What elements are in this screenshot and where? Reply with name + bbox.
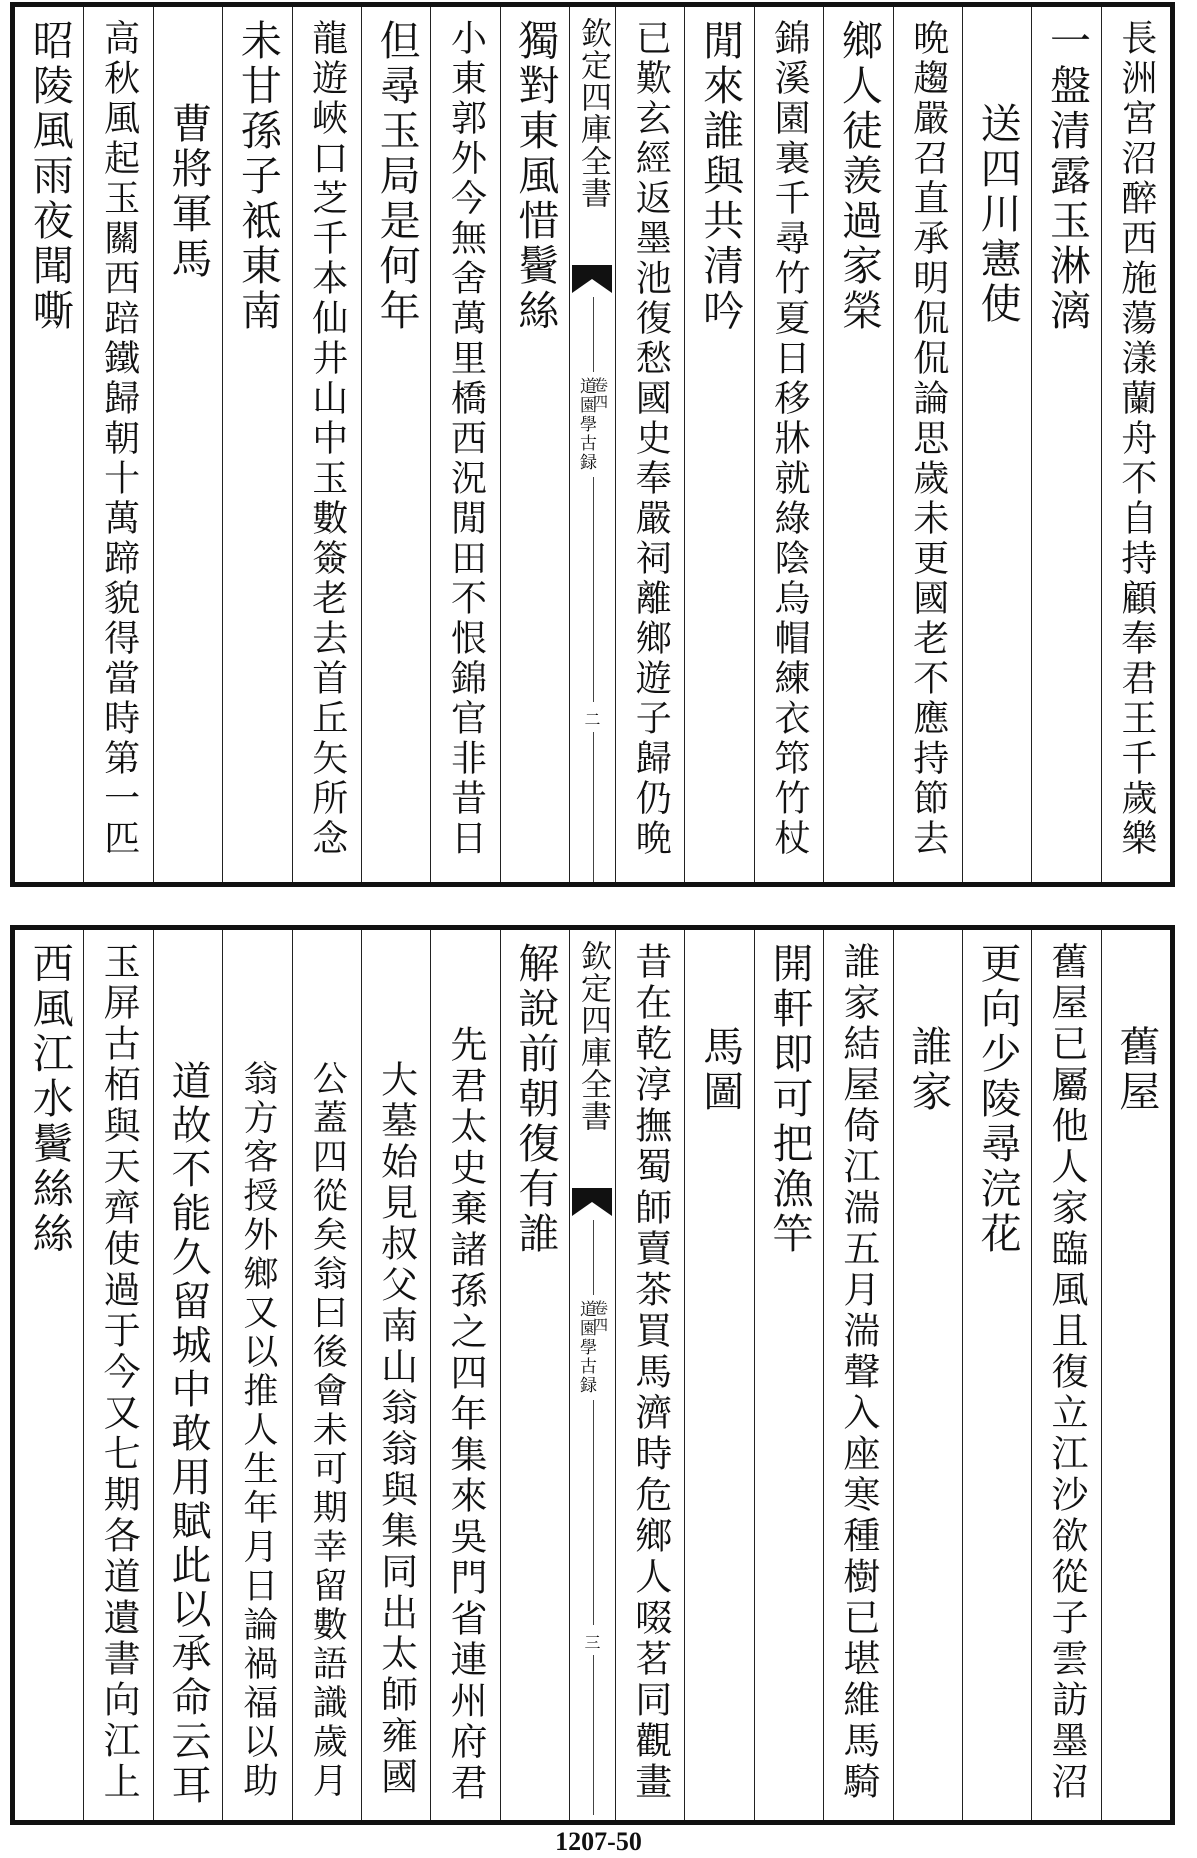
text-column [1101, 930, 1170, 1820]
column-text: 更向少陵尋浣花 [973, 942, 1022, 1257]
fishtail-mark-icon [572, 265, 612, 293]
text-column [361, 930, 430, 1820]
juan-label: 卷四 [591, 1300, 609, 1334]
text-column [615, 930, 684, 1820]
poem-title: 曹將軍馬 [164, 102, 213, 282]
text-column [754, 7, 823, 882]
lower-columns [15, 930, 1170, 1820]
column-text: 鄉人徒羨過家榮 [834, 19, 883, 334]
poem-title: 舊屋 [1112, 1025, 1161, 1115]
center-fold-strip [569, 930, 615, 1820]
fishtail-mark-icon [572, 1188, 612, 1216]
text-column [361, 7, 430, 882]
text-column [823, 930, 892, 1820]
text-column [684, 930, 753, 1820]
column-text: 但尋玉局是何年 [372, 19, 421, 334]
center-fold-strip [569, 7, 615, 882]
fold-rule [593, 1655, 595, 1815]
fold-rule [593, 1220, 595, 1295]
text-column [15, 7, 83, 882]
text-column [83, 7, 152, 882]
fold-rule [593, 297, 595, 372]
text-column [615, 7, 684, 882]
text-column [893, 7, 962, 882]
column-text: 誰家結屋倚江湍五月湍聲入座寒種樹已堪維馬騎 [836, 942, 880, 1803]
column-text: 錦溪園裏千尋竹夏日移牀就綠陰烏帽練衣筇竹杖 [768, 19, 810, 859]
fold-rule [593, 1400, 595, 1625]
text-column [153, 930, 222, 1820]
series-title: 欽定四庫全書 [575, 17, 611, 209]
column-text: 昭陵風雨夜聞嘶 [25, 19, 74, 334]
upper-half-page [10, 2, 1175, 887]
column-text: 西風江水鬢絲絲 [25, 942, 74, 1257]
text-column [962, 7, 1031, 882]
text-column [430, 930, 499, 1820]
text-column [500, 7, 569, 882]
column-text: 舊屋已屬他人家臨風且復立江沙欲從子雲訪墨沼 [1044, 942, 1088, 1803]
column-text: 解說前朝復有誰 [511, 942, 560, 1257]
preface-text: 先君太史棄諸孫之四年集來吳門省連州府君 [443, 1025, 487, 1804]
juan-label: 卷四 [591, 377, 609, 411]
column-text: 開軒即可把漁竿 [765, 942, 814, 1257]
column-text: 已歎玄經返墨池復愁國史奉嚴祠離鄉遊子歸仍晩 [630, 19, 672, 859]
preface-text: 大墓始見叔父南山翁翁與集同出太師雍國 [374, 1060, 418, 1798]
text-column [500, 930, 569, 1820]
text-column [962, 930, 1031, 1820]
text-column [222, 7, 291, 882]
column-text: 晩趨嚴召直承明侃侃論思歲未更國老不應持節去 [907, 19, 949, 859]
folio-number: 三 [584, 1633, 601, 1652]
column-text: 未甘孫子袛東南 [233, 19, 282, 334]
column-text: 一盤清露玉淋漓 [1042, 19, 1091, 334]
text-column [823, 7, 892, 882]
book-title: 道園學古録 [576, 1300, 596, 1395]
lower-half-page [10, 925, 1175, 1825]
column-text: 玉屏古栢與天齊使過于今又七期各道遺書向江上 [97, 942, 141, 1803]
poem-title: 馬圖 [696, 1025, 745, 1115]
text-column [15, 930, 83, 1820]
preface-text: 公蓋四從矣翁曰後會未可期幸留數語識歲月 [307, 1060, 348, 1801]
text-column [292, 930, 361, 1820]
text-column [292, 7, 361, 882]
fold-rule [593, 477, 595, 702]
book-title: 道園學古録 [576, 377, 596, 472]
text-column [684, 7, 753, 882]
preface-text: 道故不能久留城中敢用賦此以承命云耳 [164, 1060, 211, 1808]
folio-number: 二 [584, 710, 601, 729]
page-number: 1207-50 [555, 1827, 642, 1856]
column-text: 昔在乾淳撫蜀師賣茶買馬濟時危鄉人啜茗同觀畫 [628, 942, 672, 1803]
text-column [430, 7, 499, 882]
text-column [222, 930, 291, 1820]
text-column [893, 930, 962, 1820]
column-text: 高秋風起玉關西踣鐵歸朝十萬蹄貌得當時第一匹 [98, 19, 140, 859]
text-column [1031, 930, 1100, 1820]
text-column [83, 930, 152, 1820]
column-text: 獨對東風惜鬢絲 [511, 19, 560, 334]
series-title: 欽定四庫全書 [575, 940, 611, 1132]
column-text: 長洲宮沼醉西施蕩漾蘭舟不自持顧奉君王千歲樂 [1115, 19, 1157, 859]
column-text: 龍遊峽口芝千本仙井山中玉數簽老去首丘矢所念 [306, 19, 348, 859]
upper-columns [15, 7, 1170, 882]
poem-title: 送四川憲使 [973, 102, 1022, 327]
text-column [153, 7, 222, 882]
column-text: 小東郭外今無舍萬里橋西況閒田不恨錦官非昔日 [445, 19, 487, 859]
poem-title: 誰家 [904, 1025, 953, 1115]
text-column [1031, 7, 1100, 882]
column-text: 閒來誰與共清吟 [696, 19, 745, 334]
text-column [754, 930, 823, 1820]
fold-rule [593, 732, 595, 882]
preface-text: 翁方客授外鄉又以推人生年月日論禍福以助 [237, 1060, 278, 1801]
text-column [1101, 7, 1170, 882]
